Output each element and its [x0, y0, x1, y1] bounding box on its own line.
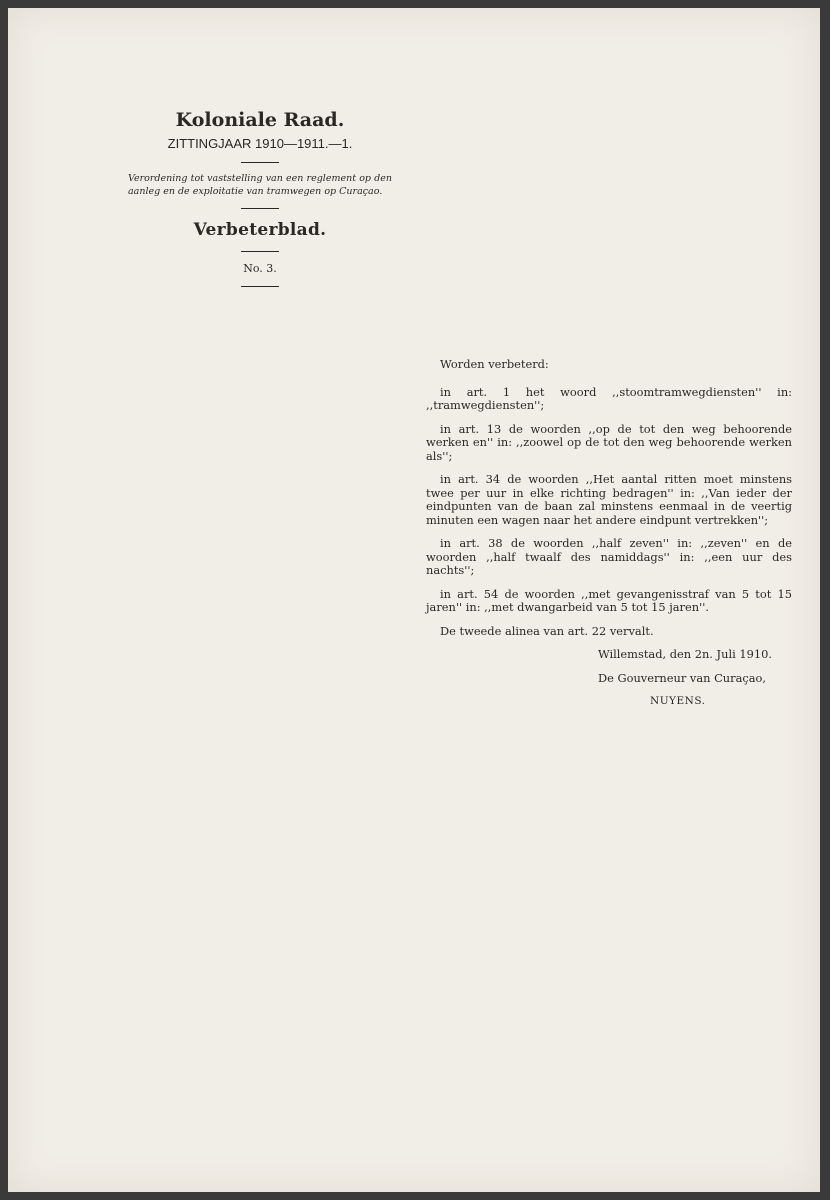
sheet-number: No. 3.	[243, 262, 277, 275]
place-date: Willemstad, den 2n. Juli 1910.	[598, 647, 772, 661]
correction-paragraph: in art. 1 het woord ,,stoomtramwegdiensten'' in: ,,tramwegdiensten'';	[426, 384, 792, 412]
divider-rule	[241, 162, 279, 163]
divider-rule	[241, 251, 279, 252]
body-note: De tweede alinea van art. 22 vervalt.	[440, 623, 654, 638]
session-year: ZITTINGJAAR 1910—1911.—1.	[167, 136, 353, 151]
body-intro: Worden verbeterd:	[440, 357, 549, 371]
signature: NUYENS.	[650, 695, 706, 707]
correction-paragraph: in art. 34 de woorden ,,Het aantal ritten moet minstens twee per uur in elke richting bedragen'' in: ,,Van ieder der eindpunten van de baan zal minstens eenmaal in de veertig minuten een wagen naar het andere eindpunt vertrekken'';	[426, 472, 792, 527]
council-title: Koloniale Raad.	[175, 109, 345, 131]
correction-paragraph: in art. 38 de woorden ,,half zeven'' in: ,,zeven'' en de woorden ,,half twaalf des namiddags'' in: ,,een uur des nachts'';	[426, 536, 792, 577]
document-header	[128, 108, 392, 297]
divider-rule	[241, 286, 279, 287]
document-page	[8, 8, 820, 1192]
errata-title: Verbeterblad.	[193, 220, 327, 240]
governor-title: De Gouverneur van Curaçao,	[598, 670, 767, 685]
divider-rule	[241, 208, 279, 209]
ordinance-subject: Verordening tot vaststelling van een reglement op den aanleg en de exploitatie van tramwegen op Curaçao.	[128, 173, 392, 197]
correction-paragraph: in art. 54 de woorden ,,met gevangenisstraf van 5 tot 15 jaren'' in: ,,met dwangarbeid van 5 tot 15 jaren''.	[426, 586, 792, 614]
correction-paragraph: in art. 13 de woorden ,,op de tot den weg behoorende werken en'' in: ,,zoowel op de tot den weg behoorende werken als'';	[426, 421, 792, 463]
document-body	[426, 358, 792, 719]
